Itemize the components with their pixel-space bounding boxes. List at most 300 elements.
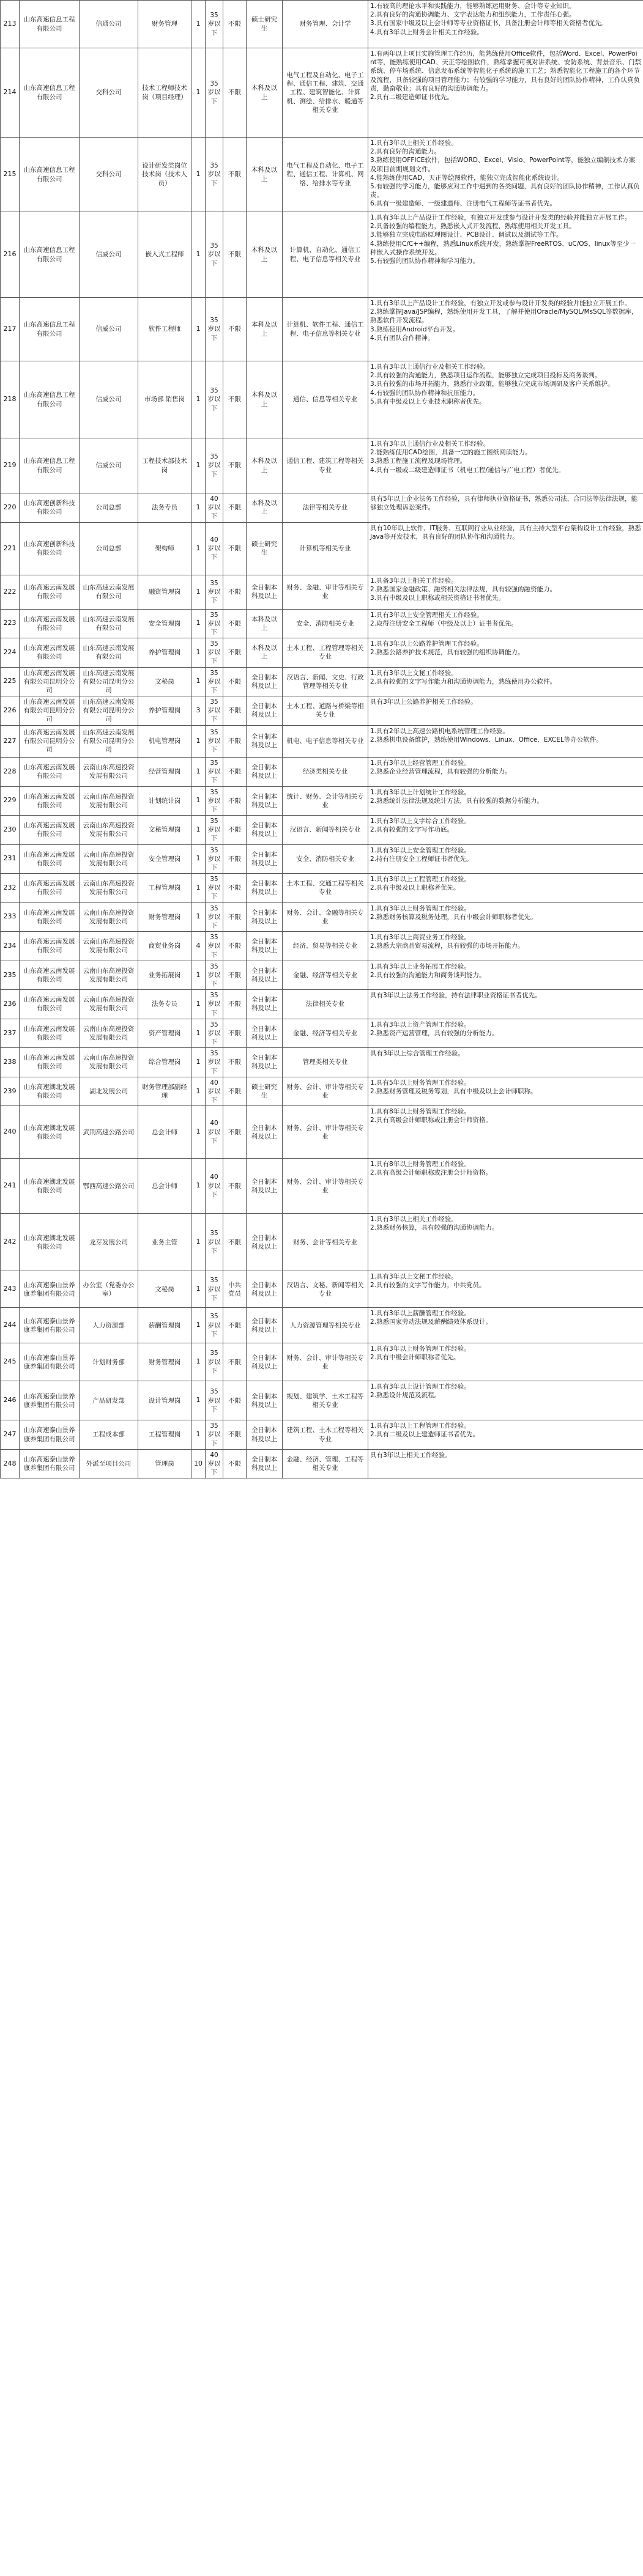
table-row [1,757,643,786]
cell-gender: 不限 [223,932,247,961]
cell-edu: 全日制本科及以上 [247,1019,283,1048]
cell-major: 财务管理、会计学 [283,1,368,48]
cell-count: 1 [191,786,206,816]
cell-company: 山东高速信息工程有限公司 [20,212,80,298]
cell-count: 1 [191,1077,206,1106]
cell-no: 235 [1,961,20,990]
cell-count: 1 [191,874,206,903]
cell-no: 221 [1,522,20,575]
cell-req: 具有5年以上企业法务工作经验，具有律师执业资格证书，熟悉公司法、合同法等法律法规，能够独立处理诉讼案件。 [368,493,643,523]
cell-company: 山东高速信息工程有限公司 [20,361,80,438]
cell-req: 1.具有2年以上高速公路机电系统管理工作经验。 2.熟悉机电设备维护，熟练使用Windows、Linux、Office、EXCEL等办公软件。 [368,725,643,757]
cell-major: 财务、会计、审计等相关专业 [283,1077,368,1106]
cell-age: 35岁以下 [206,932,223,961]
cell-count: 1 [191,361,206,438]
cell-count: 1 [191,1106,206,1159]
table-row [1,1381,643,1420]
cell-post: 设计管理岗 [138,1381,191,1420]
cell-no: 247 [1,1420,20,1450]
cell-post: 文秘管理岗 [138,816,191,845]
cell-count: 1 [191,1019,206,1048]
cell-dept: 人力资源部 [80,1308,138,1343]
cell-edu: 全日制本科及以上 [247,1048,283,1077]
cell-age: 35岁以下 [206,786,223,816]
cell-age: 40岁以下 [206,1159,223,1214]
cell-req: 1.具有8年以上财务管理工作经验。 2.具有高级会计师职称或注册会计师资格。 [368,1159,643,1214]
cell-no: 229 [1,786,20,816]
cell-dept: 云南山东高速投资发展有限公司 [80,844,138,874]
cell-post: 机电管理岗 [138,725,191,757]
cell-gender: 不限 [223,575,247,609]
cell-req: 1.具有3年以上安全管理工作经验。 2.持有注册安全工程师证书者优先。 [368,844,643,874]
cell-gender: 不限 [223,1420,247,1450]
cell-gender: 不限 [223,696,247,726]
cell-edu: 本科及以上 [247,638,283,668]
cell-major: 规划、建筑学、土木工程等相关专业 [283,1381,368,1420]
cell-dept: 龙芽发展公司 [80,1214,138,1271]
cell-dept: 湖北发展公司 [80,1077,138,1106]
cell-req: 1.具有3年以上经营管理工作经验。 2.熟悉企业经营管理流程，具有较强的分析能力。 [368,757,643,786]
table-row [1,816,643,845]
cell-no: 236 [1,990,20,1019]
cell-major: 土木工程、道路与桥梁等相关专业 [283,696,368,726]
cell-req: 1.具有3年以上资产管理工作经验。 2.熟悉资产运营管理，具有较强的分析能力。 [368,1019,643,1048]
cell-post: 融资管理岗 [138,575,191,609]
cell-dept: 云南山东高速投资发展有限公司 [80,816,138,845]
cell-major: 财务、金融、审计等相关专业 [283,575,368,609]
cell-major: 机电、电子信息等相关专业 [283,725,368,757]
table-row [1,1019,643,1048]
cell-dept: 信威公司 [80,361,138,438]
cell-company: 山东高速泰山景养康养集团有限公司 [20,1449,80,1478]
cell-no: 222 [1,575,20,609]
cell-company: 山东高速信息工程有限公司 [20,298,80,361]
cell-req: 1.具有5年以上财务管理工作经验。 2.熟悉财务管理及税务筹划，具有中级及以上会计师职称。 [368,1077,643,1106]
table-row [1,493,643,523]
cell-major: 财务、会计等相关专业 [283,1214,368,1271]
cell-company: 山东高速泰山景养康养集团有限公司 [20,1343,80,1381]
cell-company: 山东高速云南发展有限公司 [20,844,80,874]
cell-no: 238 [1,1048,20,1077]
cell-req: 1.有两年以上项目实施管理工作经历，能熟练使用Office软件，包括Word、Excel、PowerPoint等，能熟练使用CAD、天正等绘图软件，熟练掌握可视对讲系统、安防系统、背景音乐、门禁系统、停车场系统、信息发布系统等智能化子系统的施工工艺；熟悉智能化工程施工的各个环节及流程，具备较强的项目管理能力；有较强的学习能力，具有良好的团队协作精神，工作认真负责，勤奋敬业；具有良好的沟通协调能力。 2.具有二级建造师证书优先。 [368,48,643,138]
cell-edu: 全日制本科及以上 [247,932,283,961]
cell-post: 薪酬管理岗 [138,1308,191,1343]
cell-gender: 不限 [223,1019,247,1048]
cell-major: 统计、财务、会计等相关专业 [283,786,368,816]
cell-no: 215 [1,138,20,212]
cell-gender: 不限 [223,212,247,298]
cell-major: 计算机等相关专业 [283,522,368,575]
cell-dept: 云南山东高速投资发展有限公司 [80,1019,138,1048]
cell-req: 1.具有3年以上财务管理工作经验。 2.熟悉财务核算及税务处理，具有中级会计师职称者优先。 [368,902,643,932]
cell-gender: 不限 [223,493,247,523]
cell-no: 220 [1,493,20,523]
cell-count: 1 [191,990,206,1019]
cell-dept: 云南山东高速投资发展有限公司 [80,786,138,816]
cell-company: 山东高速信息工程有限公司 [20,1,80,48]
cell-gender: 不限 [223,361,247,438]
cell-gender: 不限 [223,816,247,845]
cell-major: 电气工程及自动化、电子工程、通信工程、计算机、网络、给排水等专业 [283,138,368,212]
cell-age: 35岁以下 [206,575,223,609]
cell-age: 40岁以下 [206,1077,223,1106]
cell-edu: 全日制本科及以上 [247,1343,283,1381]
cell-major: 财务、会计、审计等相关专业 [283,1159,368,1214]
cell-req: 具有3年以上公路养护相关工作经验。 [368,696,643,726]
cell-gender: 不限 [223,667,247,696]
cell-gender: 中共党员 [223,1271,247,1308]
cell-company: 山东高速云南发展有限公司昆明分公司 [20,667,80,696]
cell-age: 35岁以下 [206,212,223,298]
cell-post: 总会计师 [138,1159,191,1214]
cell-gender: 不限 [223,522,247,575]
cell-gender: 不限 [223,725,247,757]
cell-dept: 工程成本部 [80,1420,138,1450]
cell-major: 法律等相关专业 [283,493,368,523]
cell-company: 山东高速创新科技有限公司 [20,493,80,523]
cell-req: 1.具有3年以上相关工作经验。 2.熟悉财务核算，具有较强的沟通协调能力。 [368,1214,643,1271]
cell-company: 山东高速云南发展有限公司 [20,1048,80,1077]
cell-edu: 全日制本科及以上 [247,874,283,903]
cell-edu: 全日制本科及以上 [247,961,283,990]
table-row [1,609,643,638]
cell-age: 35岁以下 [206,1,223,48]
cell-age: 40岁以下 [206,1449,223,1478]
cell-count: 1 [191,725,206,757]
cell-req: 1.具有3年以上产品设计工作经验，有独立开发或参与设计开发类的经验并能独立开展工作。 2.具备较强的编程能力，熟悉嵌入式开发流程，熟练使用相关开发工具。 3.能够独立完成电路原理图设计、PCB设计、调试以及测试等工作。 4.熟练使用C/C++编程，熟悉Linux系统开发，熟练掌握FreeRTOS、uC/OS、linux等至少一种嵌入式操作系统开发。 5.有较强的团队协作精神和学习能力。 [368,212,643,298]
cell-gender: 不限 [223,1308,247,1343]
cell-req: 1.具有3年以上相关工作经验。 2.具有良好的沟通能力。 3.熟练使用OFFICE软件，包括WORD、Excel、Visio、PowerPoint等，能独立编制技术方案及项目前期规划文件。 4.能熟练使用CAD、天正等绘图软件，能独立完成智能化系统设计。 5.有较强的学习能力，能够应对工作中遇到的各类问题，具有良好的团队协作精神，工作认真负责。 6.具有一级建造师、一级建造师、注册电气工程师等证书者优先。 [368,138,643,212]
cell-count: 1 [191,1343,206,1381]
cell-post: 文秘岗 [138,1271,191,1308]
cell-dept: 山东高速云南发展有限公司昆明分公司 [80,667,138,696]
cell-no: 218 [1,361,20,438]
cell-count: 1 [191,902,206,932]
table-row [1,1048,643,1077]
cell-no: 242 [1,1214,20,1271]
cell-count: 1 [191,522,206,575]
cell-req: 1.具有3年以上通信行业及相关工作经验。 2.能熟练使用CAD绘图，具备一定的施工图纸阅读能力。 3.熟悉工程施工流程及现场管理。 4.具有一级或二级建造师证书（机电工程/通信与广电工程）者优先。 [368,438,643,493]
cell-dept: 办公室（党委办公室） [80,1271,138,1308]
cell-edu: 全日制本科及以上 [247,844,283,874]
cell-major: 金融、经济等相关专业 [283,961,368,990]
cell-dept: 鄂西高速公路公司 [80,1159,138,1214]
cell-edu: 本科及以上 [247,493,283,523]
cell-company: 山东高速湖北发展有限公司 [20,1106,80,1159]
cell-post: 安全管理岗 [138,609,191,638]
cell-edu: 硕士研究生 [247,1077,283,1106]
cell-age: 35岁以下 [206,667,223,696]
cell-dept: 信威公司 [80,212,138,298]
cell-count: 1 [191,757,206,786]
cell-major: 金融、经济等相关专业 [283,1019,368,1048]
cell-no: 216 [1,212,20,298]
cell-edu: 本科及以上 [247,609,283,638]
cell-dept: 外派至项目公司 [80,1449,138,1478]
cell-post: 资产管理岗 [138,1019,191,1048]
table-row [1,361,643,438]
cell-dept: 信通公司 [80,1,138,48]
cell-edu: 全日制本科及以上 [247,725,283,757]
cell-req: 1.具有3年以上工程管理工作经验。 2.具有二级及以上建造师证书者优先。 [368,1420,643,1450]
table-row [1,1420,643,1450]
cell-dept: 交科公司 [80,48,138,138]
cell-major: 经济、贸易等相关专业 [283,932,368,961]
cell-post: 技术工程师技术岗（项目经理） [138,48,191,138]
table-row [1,1106,643,1159]
cell-req: 1.具有3年以上安全管理相关工作经验。 2.取得注册安全工程师（中级及以上）证书者优先。 [368,609,643,638]
cell-gender: 不限 [223,902,247,932]
cell-company: 山东高速湖北发展有限公司 [20,1077,80,1106]
cell-post: 经营管理岗 [138,757,191,786]
table-row [1,1,643,48]
cell-dept: 云南山东高速投资发展有限公司 [80,757,138,786]
cell-post: 架构师 [138,522,191,575]
cell-no: 228 [1,757,20,786]
cell-no: 234 [1,932,20,961]
cell-major: 管理类相关专业 [283,1048,368,1077]
cell-no: 231 [1,844,20,874]
cell-age: 35岁以下 [206,609,223,638]
cell-no: 239 [1,1077,20,1106]
cell-no: 232 [1,874,20,903]
cell-company: 山东高速云南发展有限公司 [20,961,80,990]
cell-dept: 信威公司 [80,298,138,361]
cell-edu: 全日制本科及以上 [247,902,283,932]
cell-age: 35岁以下 [206,1048,223,1077]
cell-no: 245 [1,1343,20,1381]
cell-edu: 硕士研究生 [247,1,283,48]
cell-req: 1.具有3年以上薪酬管理工作经验。 2.熟悉国家劳动法规及薪酬绩效体系设计。 [368,1308,643,1343]
table-row [1,575,643,609]
cell-gender: 不限 [223,138,247,212]
cell-company: 山东高速泰山景养康养集团有限公司 [20,1308,80,1343]
cell-age: 35岁以下 [206,990,223,1019]
cell-company: 山东高速云南发展有限公司 [20,638,80,668]
table-row [1,638,643,668]
cell-post: 管理岗 [138,1449,191,1478]
cell-age: 35岁以下 [206,438,223,493]
cell-major: 计算机、自动化、通信工程、电子信息等相关专业 [283,212,368,298]
cell-count: 1 [191,1048,206,1077]
cell-gender: 不限 [223,1381,247,1420]
cell-edu: 全日制本科及以上 [247,816,283,845]
cell-dept: 山东高速云南发展有限公司 [80,638,138,668]
cell-age: 35岁以下 [206,298,223,361]
cell-major: 计算机、软件工程、通信工程、电子信息等相关专业 [283,298,368,361]
cell-dept: 山东高速云南发展有限公司 [80,609,138,638]
cell-no: 248 [1,1449,20,1478]
cell-gender: 不限 [223,438,247,493]
cell-no: 243 [1,1271,20,1308]
cell-dept: 产品研发部 [80,1381,138,1420]
cell-dept: 计划财务部 [80,1343,138,1381]
cell-age: 35岁以下 [206,361,223,438]
cell-count: 1 [191,667,206,696]
cell-major: 财务、会计、金融等相关专业 [283,902,368,932]
cell-no: 246 [1,1381,20,1420]
cell-edu: 全日制本科及以上 [247,1214,283,1271]
cell-no: 233 [1,902,20,932]
cell-age: 35岁以下 [206,638,223,668]
cell-dept: 公司总部 [80,522,138,575]
cell-post: 法务专员 [138,990,191,1019]
cell-count: 4 [191,932,206,961]
cell-company: 山东高速信息工程有限公司 [20,48,80,138]
cell-company: 山东高速信息工程有限公司 [20,138,80,212]
table-row [1,522,643,575]
cell-count: 1 [191,138,206,212]
cell-company: 山东高速云南发展有限公司 [20,932,80,961]
cell-age: 40岁以下 [206,493,223,523]
cell-company: 山东高速云南发展有限公司昆明分公司 [20,696,80,726]
cell-post: 养护管理岗 [138,638,191,668]
cell-gender: 不限 [223,1106,247,1159]
cell-age: 35岁以下 [206,961,223,990]
cell-major: 财务、会计、审计等相关专业 [283,1343,368,1381]
cell-count: 1 [191,1214,206,1271]
cell-gender: 不限 [223,844,247,874]
cell-age: 35岁以下 [206,1214,223,1271]
cell-edu: 全日制本科及以上 [247,786,283,816]
cell-dept: 山东高速云南发展有限公司昆明分公司 [80,696,138,726]
cell-dept: 云南山东高速投资发展有限公司 [80,932,138,961]
cell-age: 35岁以下 [206,725,223,757]
cell-major: 建筑工程、土木工程等相关专业 [283,1420,368,1450]
cell-age: 35岁以下 [206,874,223,903]
table-row [1,438,643,493]
cell-age: 35岁以下 [206,1343,223,1381]
table-row [1,725,643,757]
cell-edu: 全日制本科及以上 [247,990,283,1019]
cell-post: 软件工程师 [138,298,191,361]
table-row [1,990,643,1019]
cell-company: 山东高速云南发展有限公司 [20,786,80,816]
table-row [1,1308,643,1343]
cell-count: 1 [191,1,206,48]
cell-major: 财务、会计、审计等相关专业 [283,1106,368,1159]
table-row [1,1159,643,1214]
cell-req: 1.具有3年以上文字综合工作经验。 2.具有较强的文字写作功底。 [368,816,643,845]
cell-req: 1.具有3年以上公路养护管理工作经验。 2.熟悉公路养护技术规范，具有较强的组织协调能力。 [368,638,643,668]
cell-no: 219 [1,438,20,493]
cell-count: 1 [191,961,206,990]
cell-gender: 不限 [223,874,247,903]
table-row [1,1214,643,1271]
cell-gender: 不限 [223,298,247,361]
cell-post: 嵌入式工程师 [138,212,191,298]
cell-edu: 全日制本科及以上 [247,1381,283,1420]
table-row [1,138,643,212]
cell-edu: 本科及以上 [247,48,283,138]
table-row [1,874,643,903]
cell-age: 40岁以下 [206,522,223,575]
table-row [1,844,643,874]
cell-req: 具有3年以上相关工作经验。 [368,1449,643,1478]
cell-gender: 不限 [223,1159,247,1214]
cell-gender: 不限 [223,48,247,138]
cell-age: 35岁以下 [206,1271,223,1308]
cell-no: 230 [1,816,20,845]
cell-req: 1.具有3年以上文秘工作经验。 2.具有较强的文字写作能力和沟通协调能力，熟练使用办公软件。 [368,667,643,696]
cell-post: 业务主管 [138,1214,191,1271]
cell-company: 山东高速湖北发展有限公司 [20,1159,80,1214]
cell-company: 山东高速创新科技有限公司 [20,522,80,575]
cell-edu: 全日制本科及以上 [247,696,283,726]
cell-age: 35岁以下 [206,1308,223,1343]
cell-edu: 全日制本科及以上 [247,1449,283,1478]
table-body [1,1,643,1478]
table-row [1,1449,643,1478]
cell-company: 山东高速信息工程有限公司 [20,438,80,493]
cell-gender: 不限 [223,757,247,786]
cell-company: 山东高速云南发展有限公司 [20,609,80,638]
cell-dept: 山东高速云南发展有限公司 [80,575,138,609]
cell-count: 1 [191,493,206,523]
cell-dept: 武荆高速公路公司 [80,1106,138,1159]
cell-dept: 信威公司 [80,438,138,493]
cell-edu: 本科及以上 [247,212,283,298]
cell-req: 1.具有3年以上产品设计工作经验，有独立开发或参与设计开发类的经验并能独立开展工作。 2.熟练掌握Java/JSP编程，熟练使用开发工具，了解并使用Oracle/MySQL/MsSQL等数据库，熟悉软件开发流程。 3.熟练使用Android平台开发。 4.具有团队合作精神。 [368,298,643,361]
cell-age: 35岁以下 [206,902,223,932]
cell-no: 227 [1,725,20,757]
cell-post: 财务管理岗 [138,1343,191,1381]
cell-post: 财务管理岗 [138,902,191,932]
cell-count: 1 [191,438,206,493]
table-row [1,696,643,726]
cell-age: 35岁以下 [206,696,223,726]
cell-major: 汉语言、文秘、新闻等相关专业 [283,1271,368,1308]
cell-major: 土木工程、工程管理等相关专业 [283,638,368,668]
cell-no: 217 [1,298,20,361]
cell-count: 1 [191,1159,206,1214]
cell-edu: 全日制本科及以上 [247,1308,283,1343]
cell-post: 安全管理岗 [138,844,191,874]
cell-gender: 不限 [223,990,247,1019]
cell-no: 240 [1,1106,20,1159]
cell-company: 山东高速泰山景养康养集团有限公司 [20,1381,80,1420]
cell-age: 35岁以下 [206,138,223,212]
cell-count: 1 [191,1420,206,1450]
cell-count: 1 [191,844,206,874]
cell-edu: 本科及以上 [247,298,283,361]
cell-edu: 全日制本科及以上 [247,1106,283,1159]
table-row [1,786,643,816]
cell-post: 计划统计岗 [138,786,191,816]
cell-post: 工程管理岗 [138,874,191,903]
cell-dept: 公司总部 [80,493,138,523]
cell-no: 225 [1,667,20,696]
cell-req: 1.具有3年以上设计管理工作经验。 2.熟悉设计规范及流程。 [368,1381,643,1420]
table-row [1,667,643,696]
cell-no: 213 [1,1,20,48]
cell-dept: 交科公司 [80,138,138,212]
cell-major: 安全、消防相关专业 [283,609,368,638]
cell-company: 山东高速云南发展有限公司 [20,874,80,903]
cell-gender: 不限 [223,1343,247,1381]
cell-req: 具有3年以上综合管理工作经验。 [368,1048,643,1077]
cell-major: 安全、消防相关专业 [283,844,368,874]
cell-major: 人力资源管理等相关专业 [283,1308,368,1343]
cell-age: 35岁以下 [206,48,223,138]
cell-gender: 不限 [223,609,247,638]
cell-req: 1.具有3年以上工程管理工作经验。 2.具有中级及以上职称者优先。 [368,874,643,903]
cell-post: 工程管理岗 [138,1420,191,1450]
cell-count: 1 [191,1271,206,1308]
cell-post: 设计研发类岗位技术岗（技术人员） [138,138,191,212]
cell-major: 汉语言、新闻、文史、行政管理等相关专业 [283,667,368,696]
cell-gender: 不限 [223,1449,247,1478]
